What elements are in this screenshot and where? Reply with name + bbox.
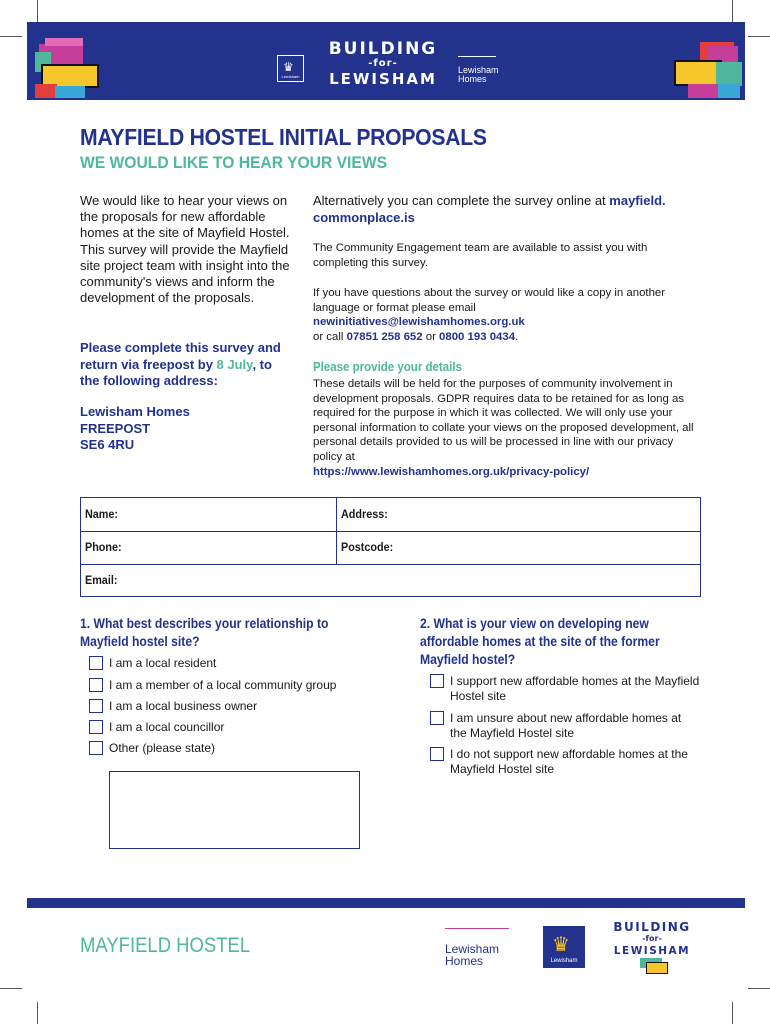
question-1-title: 1. What best describes your relationship to Mayfield hostel site? [80, 616, 329, 649]
details-form [80, 497, 701, 597]
return-text-1: Please complete this survey and return via freepost by [80, 340, 281, 372]
phone-number-1[interactable]: 07851 258 652 [346, 330, 423, 343]
lewisham-council-crest-logo [277, 55, 304, 82]
option-label: I do not support new affordable homes at the Mayfield Hostel site [450, 747, 688, 776]
crown-icon: ♛ [552, 934, 570, 956]
brand-line-1: BUILDING [613, 920, 691, 934]
brand-line-1: BUILDING [328, 39, 438, 59]
footer-lewisham-crest-logo [543, 926, 585, 968]
crown-icon: ♛ [283, 60, 294, 74]
footer-band [27, 898, 745, 908]
option-label: I support new affordable homes at the Mayfield Hostel site [450, 674, 700, 703]
footer-title: MAYFIELD HOSTEL [80, 934, 251, 957]
option-label: I am a member of a local community group [109, 678, 337, 692]
lh-logo-line-2: Homes [445, 954, 484, 968]
return-date: 8 July [216, 356, 253, 372]
brand-line-3: LEWISHAM [329, 70, 437, 88]
phone-field-label[interactable]: Phone: [85, 540, 122, 554]
option-label: I am a local business owner [109, 699, 258, 713]
gdpr-text: These details will be held for the purposes of community involvement in development proposals. GDPR requires data to be retained for as long as required for the purpose in which it was collected. We will only use your personal information to collate your views on the proposed development, all personal details provided to us will be processed in line with our privacy policy at [313, 378, 694, 463]
page-subtitle: WE WOULD LIKE TO HEAR YOUR VIEWS [80, 153, 388, 172]
return-instructions [80, 340, 285, 390]
address-line: SE6 4RU [80, 437, 135, 452]
building-for-lewisham-logo [324, 40, 442, 88]
left-brick-graphic [27, 22, 107, 100]
crop-mark [748, 36, 770, 37]
crest-label: Lewisham [550, 958, 578, 964]
option-label: Other (please state) [109, 741, 216, 755]
form-divider [81, 564, 700, 565]
other-text-input[interactable] [109, 771, 360, 849]
q2-option-do-not-support[interactable] [430, 747, 705, 776]
question-2-title: 2. What is your view on developing new affordable homes at the site of the former Mayfield hostel? [420, 616, 660, 667]
q1-option-other[interactable] [89, 741, 215, 756]
call-prefix: or call [313, 330, 347, 343]
footer-lewisham-homes-logo [445, 928, 509, 967]
lewisham-homes-logo [458, 56, 499, 84]
phone-number-2[interactable]: 0800 193 0434 [439, 330, 516, 343]
intro-paragraph: We would like to hear your views on the proposals for new affordable homes at the site of Mayfield Hostel. This survey will provide the Mayfield site project team with insight into the community's views and inform the development of the proposals. [80, 193, 290, 306]
checkbox[interactable] [89, 720, 103, 734]
crop-mark [748, 988, 770, 989]
crest-label: Lewisham [281, 74, 300, 79]
return-text-2: , to the following address: [80, 356, 272, 388]
address-line: FREEPOST [80, 420, 151, 436]
privacy-policy-link[interactable]: https://www.lewishamhomes.org.uk/privacy-policy/ [313, 465, 590, 478]
footer-brick-graphic [640, 958, 670, 974]
checkbox[interactable] [89, 678, 103, 692]
crop-mark [37, 0, 38, 22]
crop-mark [732, 0, 733, 22]
skyline-icon [445, 928, 509, 941]
footer-building-for-lewisham-logo [612, 920, 692, 958]
brand-line-3: LEWISHAM [613, 945, 691, 957]
checkbox[interactable] [430, 711, 444, 725]
address-line: Lewisham Homes [80, 404, 190, 419]
online-survey-link[interactable]: mayfield. commonplace.is [313, 193, 666, 225]
q1-option-community-group[interactable] [89, 678, 336, 693]
email-field-label[interactable]: Email: [85, 573, 118, 587]
online-survey-paragraph [313, 193, 698, 226]
period: . [515, 330, 519, 343]
online-text: Alternatively you can complete the survey online at [313, 193, 610, 208]
q1-option-local-resident[interactable] [89, 656, 216, 671]
form-divider [81, 531, 700, 532]
crop-mark [0, 36, 22, 37]
crop-mark [37, 1002, 38, 1024]
postcode-field-label[interactable]: Postcode: [341, 540, 394, 554]
option-label: I am unsure about new affordable homes at the Mayfield Hostel site [450, 711, 682, 740]
gdpr-paragraph [313, 377, 698, 479]
assist-paragraph: The Community Engagement team are available to assist you with completing this survey. [313, 242, 648, 269]
questions-paragraph [313, 286, 698, 344]
crop-mark [0, 988, 22, 989]
brand-line-2: -for- [642, 934, 662, 943]
q1-option-business-owner[interactable] [89, 699, 257, 714]
or-text: or [422, 330, 440, 343]
checkbox[interactable] [89, 741, 103, 755]
q1-option-councillor[interactable] [89, 720, 224, 735]
option-label: I am a local councillor [109, 720, 225, 734]
contact-email-link[interactable]: newinitiatives@lewishamhomes.org.uk [313, 316, 525, 329]
brand-line-2: -for- [368, 58, 398, 69]
page-title: MAYFIELD HOSTEL INITIAL PROPOSALS [80, 124, 487, 150]
crop-mark [732, 1002, 733, 1024]
lh-logo-line-2: Homes [458, 74, 487, 84]
name-field-label[interactable]: Name: [85, 507, 119, 521]
freepost-address [80, 404, 190, 454]
lh-logo-line-1: Lewisham [445, 942, 500, 956]
questions-text: If you have questions about the survey or would like a copy in another language or format please email [313, 287, 666, 314]
q2-option-unsure[interactable] [430, 711, 700, 740]
option-label: I am a local resident [109, 656, 217, 670]
details-heading: Please provide your details [313, 360, 462, 374]
skyline-icon [458, 56, 496, 64]
lh-logo-line-1: Lewisham [458, 65, 499, 75]
q2-option-support[interactable] [430, 674, 700, 703]
right-brick-graphic [664, 22, 745, 100]
checkbox[interactable] [430, 674, 444, 688]
address-field-label[interactable]: Address: [341, 507, 388, 521]
checkbox[interactable] [430, 747, 444, 761]
checkbox[interactable] [89, 656, 103, 670]
checkbox[interactable] [89, 699, 103, 713]
